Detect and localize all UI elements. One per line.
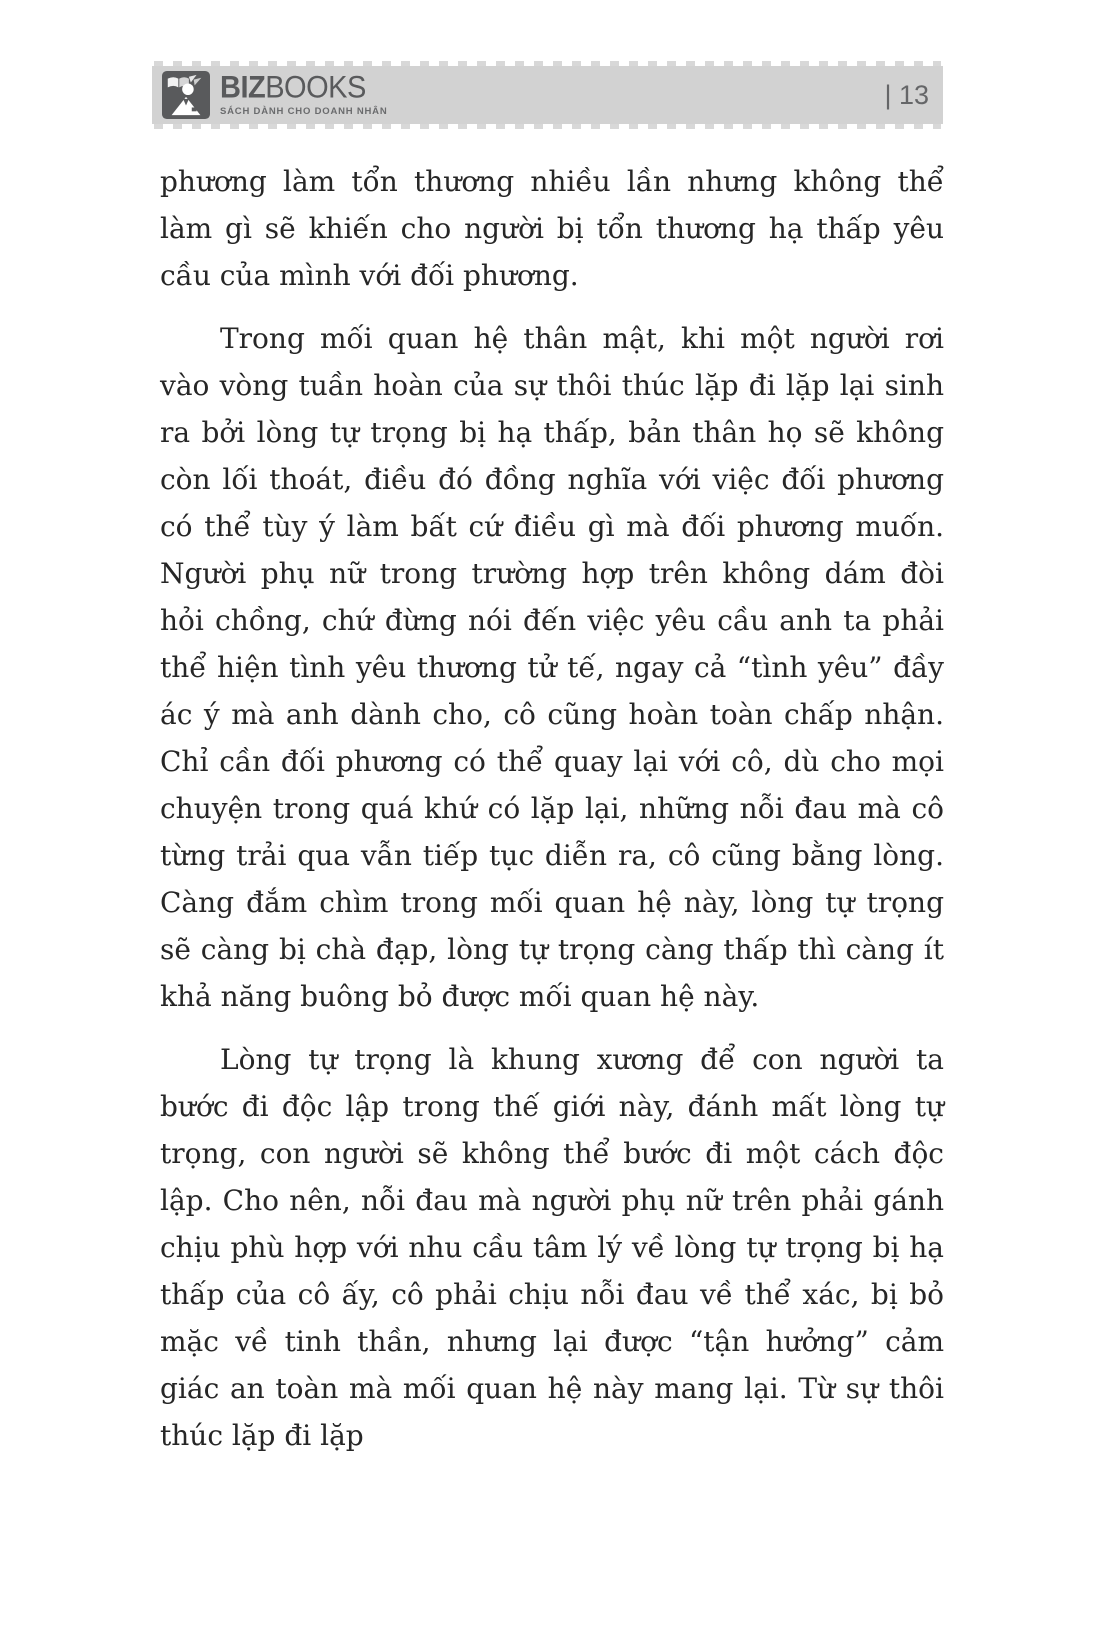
logo-text <box>220 70 388 117</box>
logo-title-biz: BIZ <box>220 70 266 105</box>
paragraph-2: Trong mối quan hệ thân mật, khi một người rơi vào vòng tuần hoàn của sự thôi thúc lặp đi lặp lại sinh ra bởi lòng tự trọng bị hạ thấp, bản thân họ sẽ không còn lối thoát, điều đó đồng nghĩa với việc đối phương có thể tùy ý làm bất cứ điều gì mà đối phương muốn. Người phụ nữ trong trường hợp trên không dám đòi hỏi chồng, chứ đừng nói đến việc yêu cầu anh ta phải thể hiện tình yêu thương tử tế, ngay cả “tình yêu” đầy ác ý mà anh dành cho, cô cũng hoàn toàn chấp nhận. Chỉ cần đối phương có thể quay lại với cô, dù cho mọi chuyện trong quá khứ có lặp lại, những nỗi đau mà cô từng trải qua vẫn tiếp tục diễn ra, cô cũng bằng lòng. Càng đắm chìm trong mối quan hệ này, lòng tự trọng sẽ càng bị chà đạp, lòng tự trọng càng thấp thì càng ít khả năng buông bỏ được mối quan hệ này. <box>160 322 944 1013</box>
logo-title <box>220 70 388 105</box>
publisher-logo <box>162 71 388 119</box>
logo-tagline: SÁCH DÀNH CHO DOANH NHÂN <box>220 105 388 117</box>
header-band <box>152 66 943 124</box>
page-content <box>160 158 944 1475</box>
paragraph-1: phương làm tổn thương nhiều lần nhưng không thể làm gì sẽ khiến cho người bị tổn thương hạ thấp yêu cầu của mình với đối phương. <box>160 165 944 292</box>
page-number: | 13 <box>884 79 929 110</box>
paragraph-3: Lòng tự trọng là khung xương để con người ta bước đi độc lập trong thế giới này, đánh mất lòng tự trọng, con người sẽ không thể bước đi một cách độc lập. Cho nên, nỗi đau mà người phụ nữ trên phải gánh chịu phù hợp với nhu cầu tâm lý về lòng tự trọng bị hạ thấp của cô ấy, cô phải chịu nỗi đau về thể xác, bị bỏ mặc về tinh thần, nhưng lại được “tận hưởng” cảm giác an toàn mà mối quan hệ này mang lại. Từ sự thôi thúc lặp đi lặp <box>160 1043 944 1452</box>
gentleman-with-book-icon <box>162 71 210 119</box>
logo-title-books: BOOKS <box>265 70 366 105</box>
